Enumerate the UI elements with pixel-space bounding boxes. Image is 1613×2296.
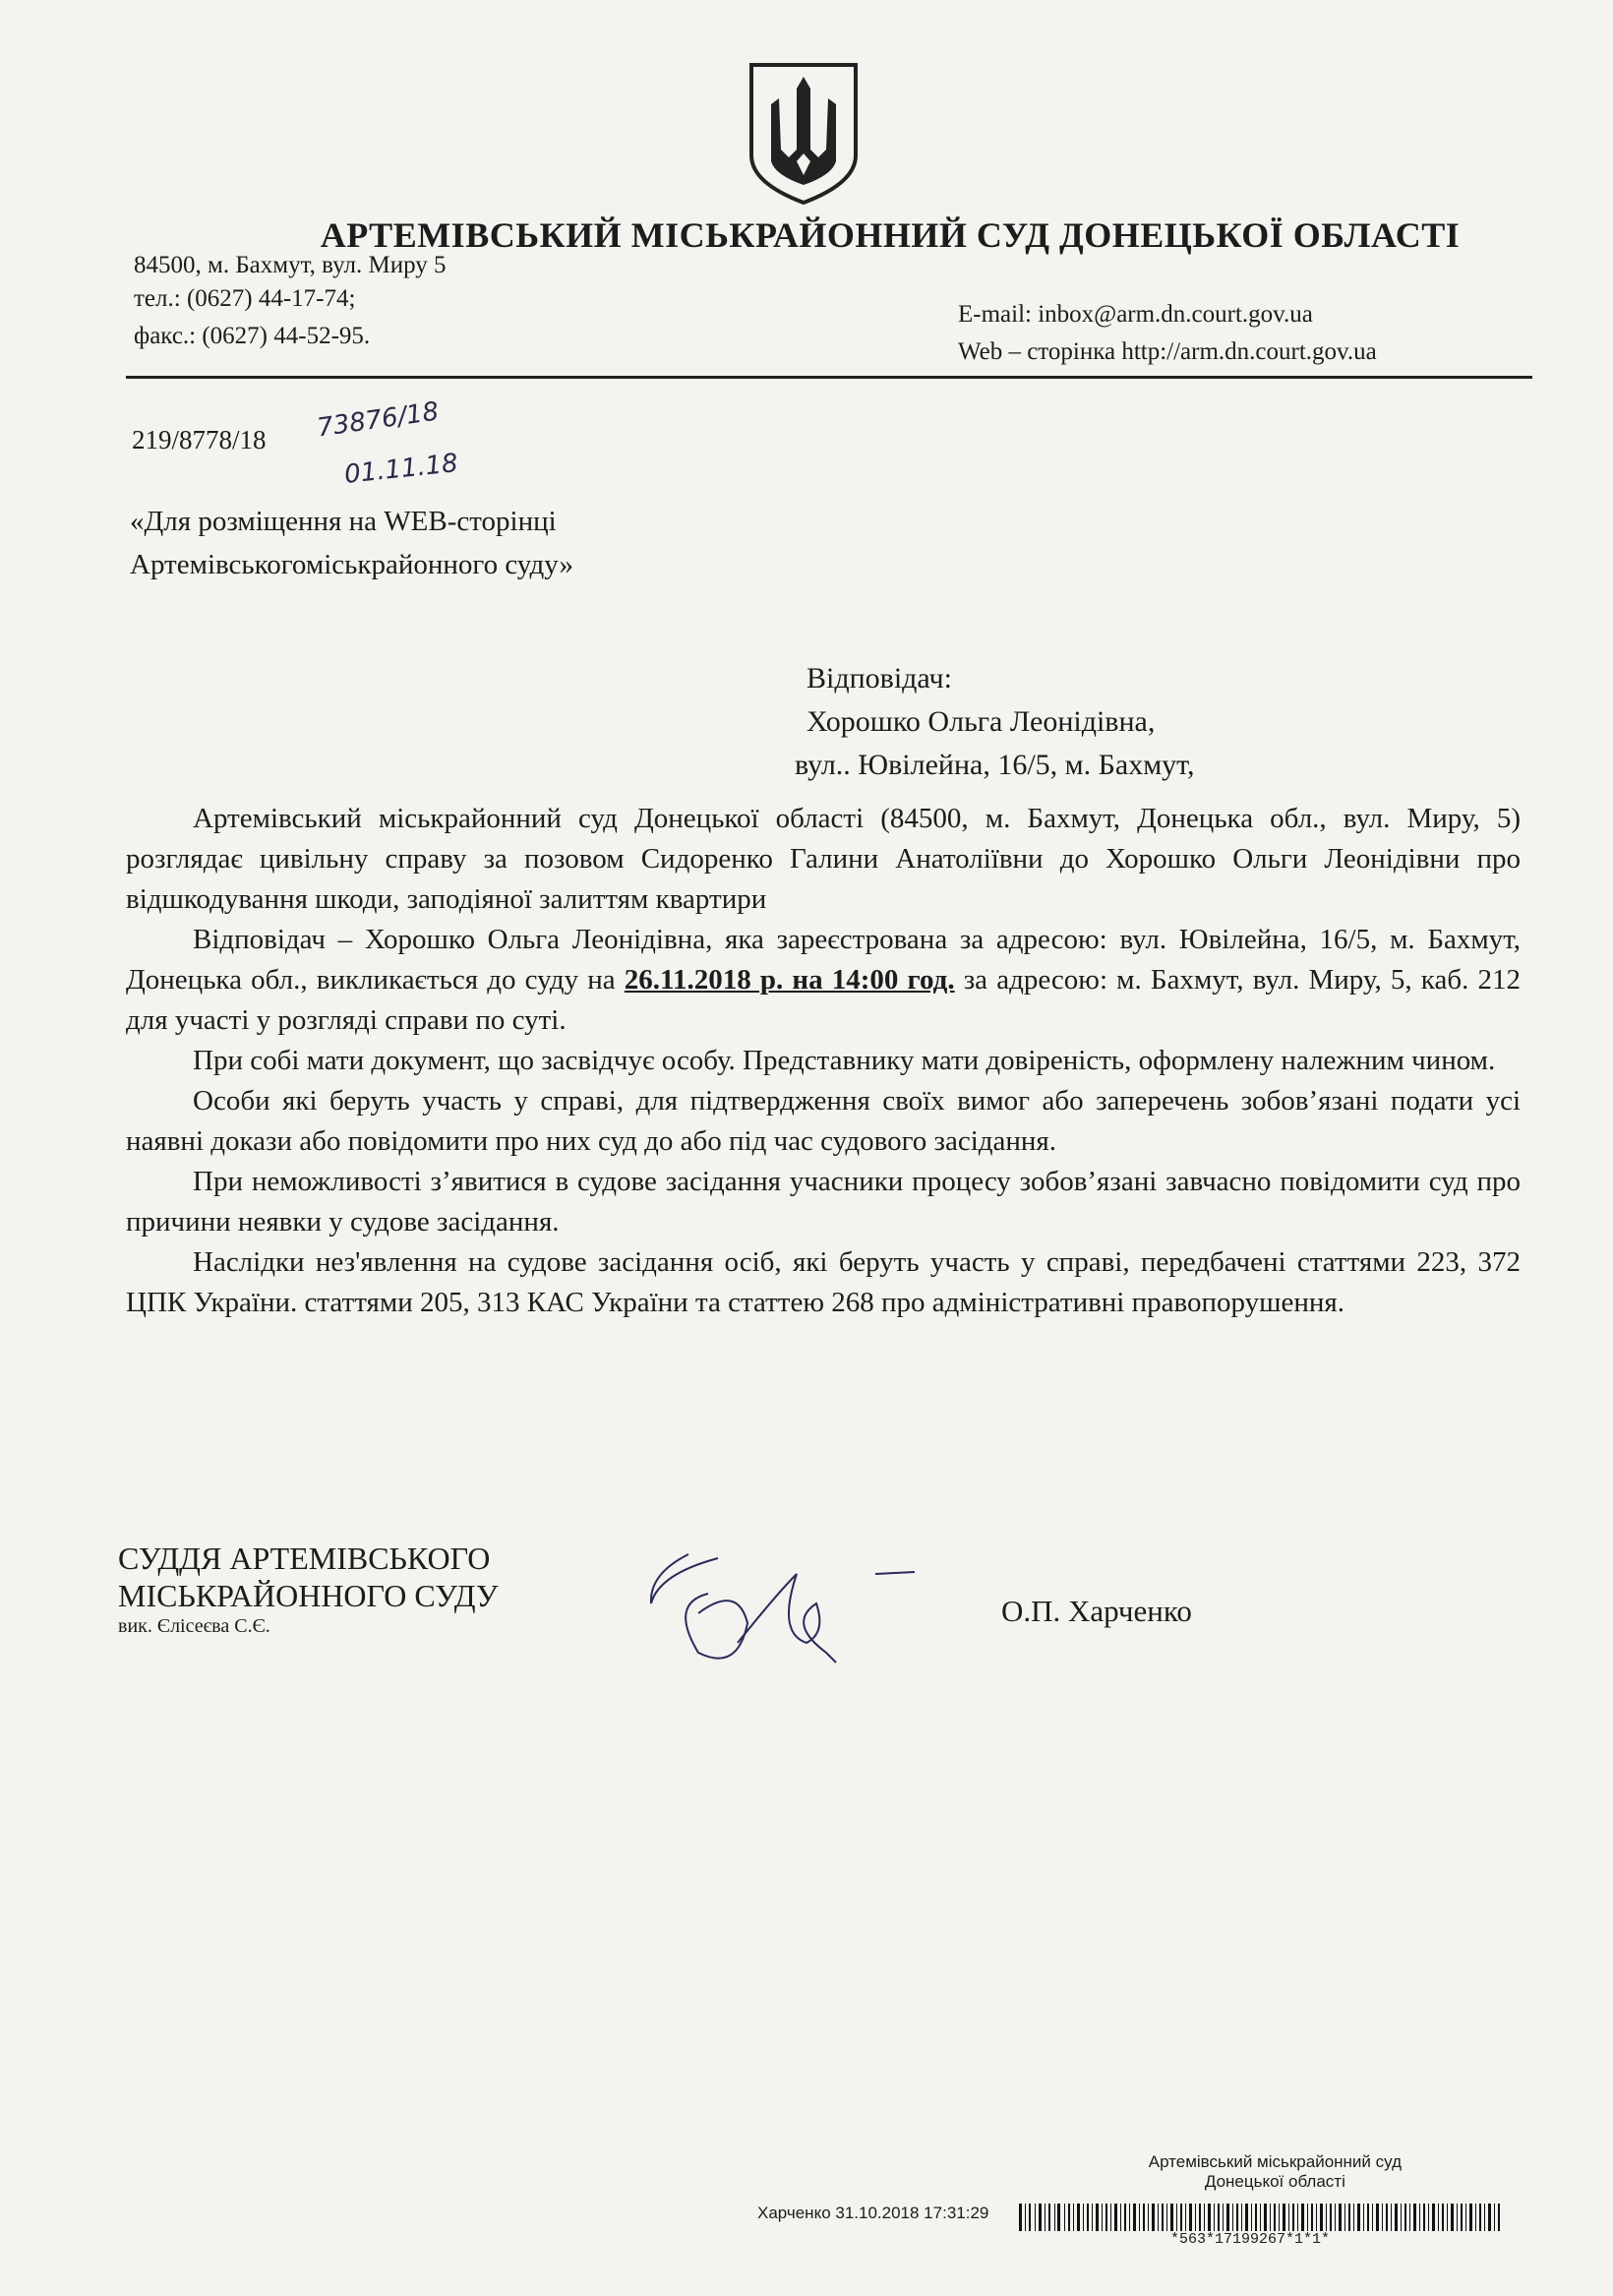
body-paragraph-case: Артемівський міськрайонний суд Донецької області (84500, м. Бахмут, Донецька обл., вул. Миру, 5) розглядає цивільну справу за позовом Сидоренко Галини Анатоліївни до Хорошко Ольги Леонідівни про відшкодування шкоди, заподіяної залиттям квартири [126,803,1521,915]
body-paragraph-evidence: Особи які беруть участь у справі, для підтвердження своїх вимог або заперечень зобов’язані подати усі наявні докази або повідомити про них суд до або під час судового засідання. [126,1085,1521,1157]
court-email: E-mail: inbox@arm.dn.court.gov.ua [958,301,1313,328]
court-phone: тел.: (0627) 44-17-74; [134,285,356,312]
addressee-label: Відповідач: [806,662,952,695]
summons-text-start: Відповідач – Хорошко Ольга Леонідівна, яка зареєстрована за адресою: вул. Ювілейна, 16/5, м. Бахмут, Донецька обл., викликається до суду на [126,924,1521,996]
e-signature-court [1149,2152,1402,2192]
body-paragraph-summons [126,920,1521,1041]
document-barcode [755,2202,1503,2241]
judge-name: О.П. Харченко [1001,1594,1192,1628]
web-note-line-2: Артемівськогоміськрайонного суду» [130,549,573,580]
web-note-line-1: «Для розміщення на WEB-сторінці [130,506,557,537]
court-address: 84500, м. Бахмут, вул. Миру 5 [134,252,447,278]
body-paragraph-documents: При собі мати документ, що засвідчує особу. Представнику мати довіреність, оформлену належним чином. [193,1045,1496,1076]
court-website: Web – сторінка http://arm.dn.court.gov.ua [958,338,1377,365]
body-paragraph-consequences: Наслідки нез'явлення на судове засідання осіб, які беруть участь у справі, передбачені статтями 223, 372 ЦПК України. статтями 205, 313 КАС України та статтею 268 про адміністративні правопорушення. [126,1246,1521,1318]
addressee-address: вул.. Ювілейна, 16/5, м. Бахмут, [795,749,1195,781]
e-signature-info: Харченко 31.10.2018 17:31:29 [757,2204,989,2222]
hearing-date: 26.11.2018 р. на 14:00 год. [624,964,955,996]
executor-name: вик. Єлісеєва С.Є. [118,1615,270,1637]
barcode-number: *563*17199267*1*1* [1170,2231,1331,2248]
addressee-name: Хорошко Ольга Леонідівна, [806,705,1156,738]
handwritten-registration-number: 73876/18 [315,396,442,444]
notice-body [126,799,1521,1323]
handwritten-registration-date: 01.11.18 [342,449,460,490]
judge-title-line-2: МІСЬКРАЙОННОГО СУДУ [118,1578,499,1613]
case-number: 219/8778/18 [132,425,267,454]
e-signature-court-line-1: Артемівський міськрайонний суд [1148,2152,1402,2171]
header-divider [126,376,1532,379]
court-fax: факс.: (0627) 44-52-95. [134,323,371,349]
e-signature-court-line-2: Донецької області [1204,2172,1345,2191]
summons-text-end: за адресою: м. Бахмут, вул. Миру, 5, каб. 212 для участі у розгляді справи по суті. [126,964,1521,1036]
judge-title-line-1: СУДДЯ АРТЕМІВСЬКОГО [118,1541,491,1576]
judge-signature [629,1535,925,1682]
court-name: АРТЕМІВСЬКИЙ МІСЬКРАЙОННИЙ СУД ДОНЕЦЬКОЇ ОБЛАСТІ [320,215,1461,255]
coat-of-arms-emblem [746,59,862,207]
body-paragraph-absence: При неможливості з’явитися в судове засідання учасники процесу зобов’язані завчасно повідомити суд про причини неявки у судове засідання. [126,1166,1521,1238]
